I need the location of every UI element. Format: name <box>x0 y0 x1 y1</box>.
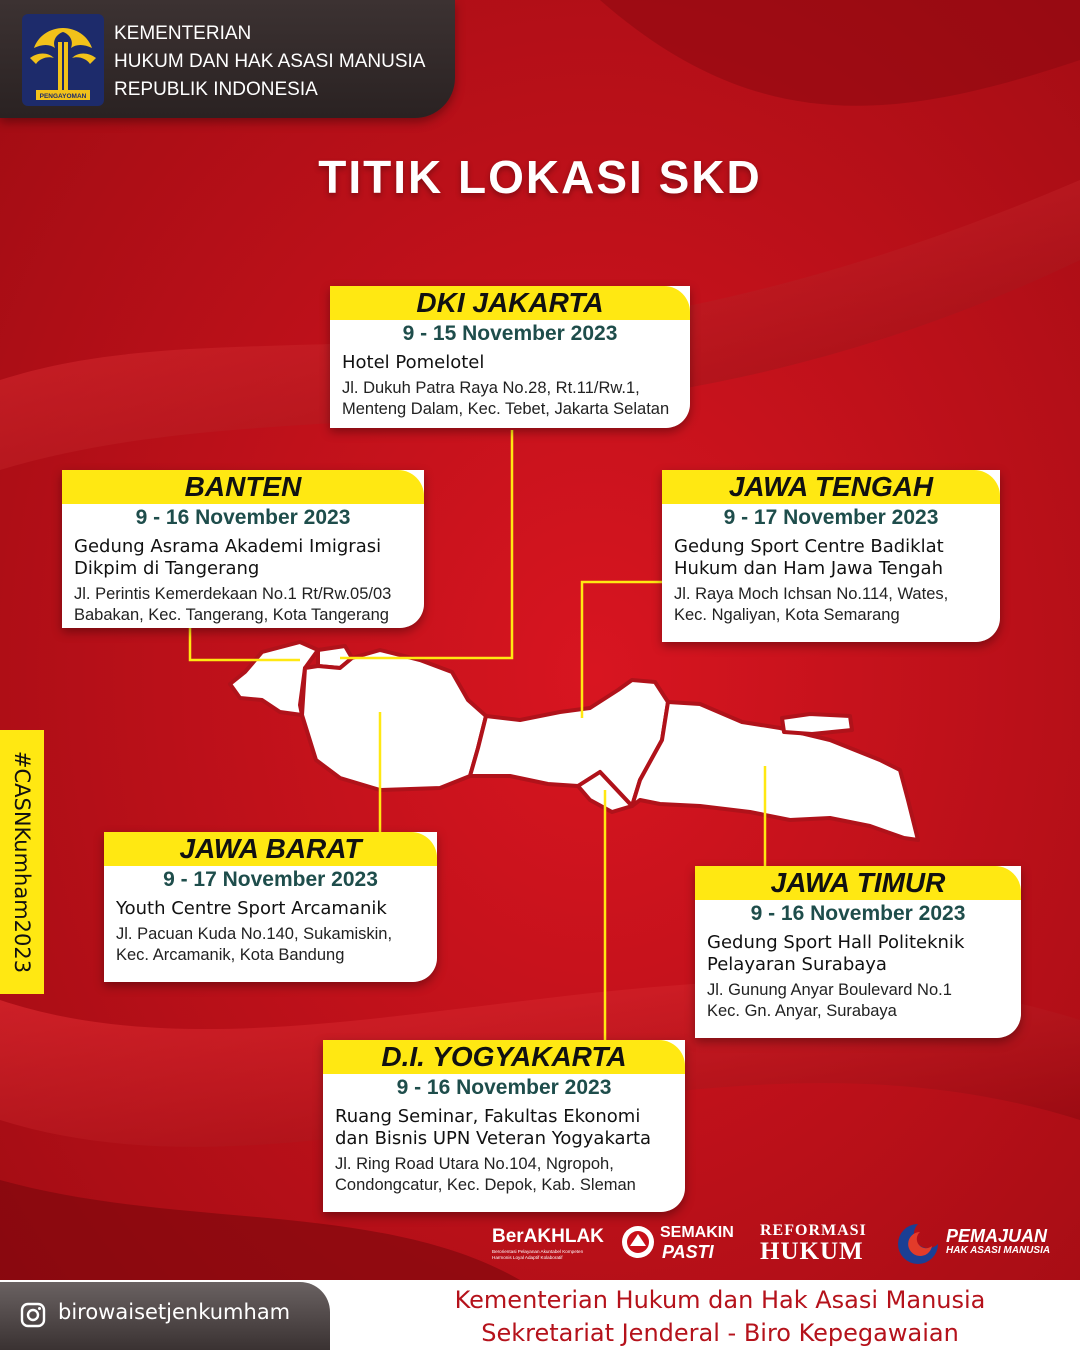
footer-line: Sekretariat Jenderal - Biro Kepegawaian <box>481 1319 959 1347</box>
date-range: 9 - 17 November 2023 <box>723 506 939 529</box>
address-line: Kec. Arcamanik, Kota Bandung <box>116 946 345 964</box>
address-line: Jl. Gunung Anyar Boulevard No.1 <box>707 981 952 999</box>
instagram-icon <box>20 1302 46 1328</box>
pemajuan-text: PEMAJUAN <box>946 1226 1048 1246</box>
venue-address <box>74 584 416 626</box>
hashtag-text: #CASNKumham2023 <box>10 750 34 974</box>
pemajuan-ham-emblem-icon <box>896 1222 940 1264</box>
date-range: 9 - 15 November 2023 <box>402 322 618 345</box>
logo-caption: PENGAYOMAN <box>39 93 87 100</box>
region-madura <box>782 714 852 734</box>
date-range: 9 - 16 November 2023 <box>135 506 351 529</box>
partner-logos <box>488 1218 1068 1268</box>
venue-name <box>116 898 427 920</box>
venue-line: Gedung Sport Hall Politeknik <box>707 932 965 953</box>
venue-line: Hukum dan Ham Jawa Tengah <box>674 558 943 579</box>
social-handle-tab[interactable] <box>0 1282 330 1350</box>
address-line: Kec. Gn. Anyar, Surabaya <box>707 1002 897 1020</box>
location-card-jawa-tengah <box>662 470 1000 642</box>
reformasi-text: REFORMASI <box>760 1222 867 1239</box>
venue-line: dan Bisnis UPN Veteran Yogyakarta <box>335 1128 652 1149</box>
venue-line: Youth Centre Sport Arcamanik <box>116 898 387 919</box>
venue-address <box>342 378 682 420</box>
date-range: 9 - 17 November 2023 <box>163 868 378 891</box>
address-line: Jl. Raya Moch Ichsan No.114, Wates, <box>674 585 949 603</box>
venue-name <box>674 536 990 580</box>
venue-name <box>707 932 1011 976</box>
location-card-jawa-timur <box>695 866 1021 1038</box>
address-line: Kec. Ngaliyan, Kota Semarang <box>674 606 900 624</box>
venue-line: Gedung Asrama Akademi Imigrasi <box>74 536 382 557</box>
address-line: Jl. Ring Road Utara No.104, Ngropoh, <box>335 1155 614 1173</box>
ministry-line: KEMENTERIAN <box>114 23 252 44</box>
page-title: TITIK LOKASI SKD <box>318 151 762 203</box>
venue-name <box>335 1106 675 1150</box>
venue-name <box>342 352 680 374</box>
region-jawa-timur <box>632 702 918 840</box>
semakin-text: SEMAKIN <box>660 1224 734 1241</box>
location-card-banten <box>62 470 424 628</box>
ministry-line: REPUBLIK INDONESIA <box>114 79 318 100</box>
hashtag-tab <box>0 730 44 994</box>
province-label: JAWA BARAT <box>104 832 437 866</box>
location-card-yogyakarta <box>323 1040 685 1212</box>
venue-address <box>116 924 429 966</box>
address-line: Condongcatur, Kec. Depok, Kab. Sleman <box>335 1176 636 1194</box>
location-card-jakarta <box>330 286 690 428</box>
province-label: D.I. YOGYAKARTA <box>323 1040 685 1074</box>
semakin-pasti-emblem-icon <box>620 1224 656 1260</box>
ministry-line: HUKUM DAN HAK ASASI MANUSIA <box>114 51 426 72</box>
instagram-handle: birowaisetjenkumham <box>58 1300 291 1324</box>
venue-line: Dikpim di Tangerang <box>74 558 260 579</box>
date-range: 9 - 16 November 2023 <box>396 1076 612 1099</box>
location-card-jawa-barat <box>104 832 437 982</box>
venue-name <box>74 536 414 580</box>
region-jawa-barat <box>302 650 486 790</box>
province-label: JAWA TENGAH <box>662 470 1000 504</box>
venue-address <box>674 584 992 626</box>
address-line: Jl. Pacuan Kuda No.140, Sukamiskin, <box>116 925 393 943</box>
berakhlak-tagline: Berorientasi Pelayanan Akuntabel Kompeten <box>492 1249 584 1254</box>
venue-address <box>335 1154 677 1196</box>
venue-line: Gedung Sport Centre Badiklat <box>674 536 944 557</box>
footer-credit <box>400 1284 1040 1350</box>
venue-line: Ruang Seminar, Fakultas Ekonomi <box>335 1106 641 1127</box>
berakhlak-logo: BerAKHLAK <box>492 1226 604 1247</box>
address-line: Menteng Dalam, Kec. Tebet, Jakarta Selatan <box>342 400 670 418</box>
province-label: JAWA TIMUR <box>695 866 1021 900</box>
pasti-text: PASTI <box>662 1242 714 1262</box>
footer-line: Kementerian Hukum dan Hak Asasi Manusia <box>454 1286 986 1314</box>
pemajuan-subtext: HAK ASASI MANUSIA <box>946 1245 1051 1256</box>
address-line: Jl. Perintis Kemerdekaan No.1 Rt/Rw.05/03 <box>74 585 392 603</box>
address-line: Jl. Dukuh Patra Raya No.28, Rt.11/Rw.1, <box>342 379 640 397</box>
venue-line: Pelayaran Surabaya <box>707 954 887 975</box>
date-range: 9 - 16 November 2023 <box>750 902 966 925</box>
province-label: DKI JAKARTA <box>330 286 690 320</box>
berakhlak-tagline: Harmonis Loyal Adaptif Kolaboratif <box>492 1255 563 1260</box>
venue-line: Hotel Pomelotel <box>342 352 485 373</box>
venue-address <box>707 980 1013 1022</box>
hukum-text: HUKUM <box>760 1238 864 1265</box>
address-line: Babakan, Kec. Tangerang, Kota Tangerang <box>74 606 389 624</box>
province-label: BANTEN <box>62 470 424 504</box>
